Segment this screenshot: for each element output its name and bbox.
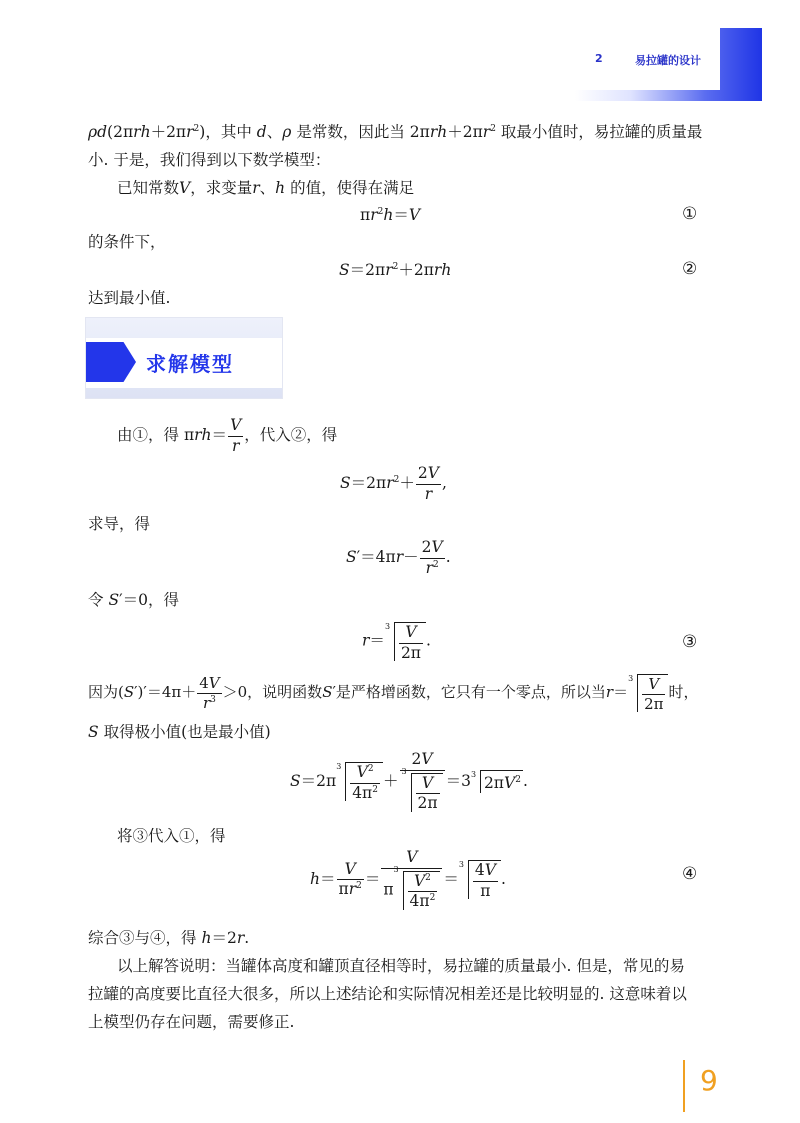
chapter-title: 易拉罐的设计	[635, 54, 701, 67]
page-number: 9	[700, 1064, 718, 1097]
body-line-1: $\rho d(2\pi rh+2\pi r^2)$，其中 d、ρ 是常数，因此当 $2\pi rh+2\pi r^2$ 取最小值时，易拉罐的质量最	[88, 123, 703, 141]
let-text: 令 S′＝0，得	[88, 591, 179, 609]
because-line: 因为(S′)′＝4π＋ $\frac{4V}{r^3}$ ＞0，说明函数S′是严格增函数，它只有一个零点，所以当r＝ 3 $\frac{V}{2\pi}$ 时，	[88, 673, 699, 713]
derivative-text: 求导，得	[88, 515, 151, 533]
solution-line-1: 由①，得 πrh＝ $\frac{V}{r}$ ，代入②，得	[117, 416, 338, 455]
section-title: 求解模型	[146, 352, 234, 376]
equation-s: $S=2\pi r^2+$ $\frac{2V}{r}$ ,	[340, 464, 447, 503]
equation-s-prime: S′＝4πr－ $\frac{2V}{r^2}$ .	[346, 538, 451, 577]
combine-text: 综合③与④，得 h＝2r.	[88, 929, 250, 947]
equation-4-number: ④	[682, 864, 698, 884]
conclusion-line-2: 拉罐的高度要比直径大很多，所以上述结论和实际情况相差还是比较明显的. 这意味着以	[88, 985, 687, 1003]
equation-3: r＝ 3 $\frac{V}{2\pi}$ .	[362, 622, 431, 662]
conclusion-line-3: 上模型仍存在问题，需要修正.	[88, 1013, 295, 1031]
equation-2-number: ②	[682, 259, 698, 279]
condition-text: 的条件下，	[88, 233, 166, 251]
equation-1-number: ①	[682, 204, 698, 224]
body-line-2: 小. 于是，我们得到以下数学模型：	[88, 151, 331, 169]
conclusion-line-1: 以上解答说明：当罐体高度和罐顶直径相等时，易拉罐的质量最小. 但是，常见的易	[117, 957, 685, 975]
equation-1: $\pi r^2h=V$	[360, 206, 421, 224]
equation-4: h＝ $\frac{V}{\pi r^2}$ ＝ V π 3 $\frac{V^2}{4\pi^2}$ ＝ 3 $\frac{4V}{\pi}$ .	[310, 848, 506, 910]
min-text: S 取得极小值(也是最小值)	[88, 723, 271, 741]
equation-s-min: S＝2π 3 $\frac{V^2}{4\pi^2}$ ＋ 2V 3 $\frac{V}{2\pi}$ ＝3 3 $2\pi V^2$ .	[290, 750, 528, 812]
sub-text: 将③代入①，得	[117, 827, 226, 845]
chapter-number: 2	[595, 52, 603, 65]
equation-3-number: ③	[682, 632, 698, 652]
page-number-divider	[683, 1060, 685, 1112]
body-line-3: 已知常数V，求变量r、h 的值，使得在满足	[117, 179, 415, 197]
equation-2: $S=2\pi r^2+2\pi rh$	[339, 261, 452, 279]
reach-min-text: 达到最小值.	[88, 289, 171, 307]
